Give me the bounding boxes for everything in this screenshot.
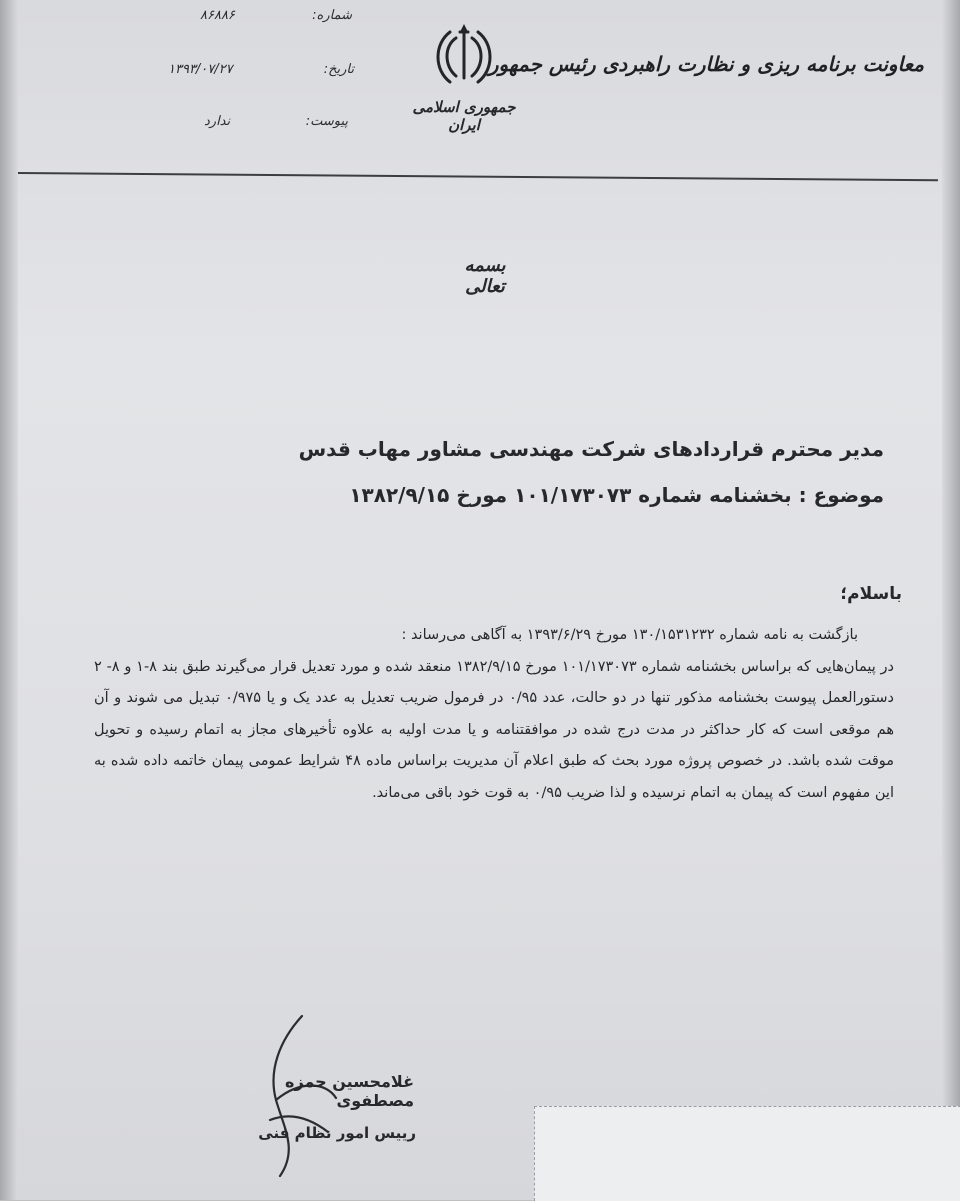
organization-name: معاونت برنامه ریزی و نظارت راهبردی رئیس جمهور [488,52,924,76]
subject-line: موضوع : بخشنامه شماره ۱۰۱/۱۷۳۰۷۳ مورخ ۱۳۸۲/۹/۱۵ [349,483,884,507]
signer-title: رییس امور نظام فنی [258,1124,416,1142]
page-edge-shadow-left [0,0,18,1200]
attachment-label: پیوست: [305,114,348,129]
bismillah: بسمه تعالی [464,255,506,297]
addressee: مدیر محترم قراردادهای شرکت مهندسی مشاور مهاب قدس [298,437,884,461]
date-label: تاریخ: [323,62,354,77]
bottom-right-overlay [534,1106,960,1201]
signer-name: غلامحسین حمزه مصطفوی [285,1072,414,1110]
number-value: ۸۶۸۸۶ [200,8,235,23]
page-edge-shadow-right [942,0,960,1200]
letter-body [94,620,894,809]
republic-title: جمهوری اسلامی ایران [412,98,516,134]
iran-emblem-icon [430,22,498,92]
attachment-value: ندارد [204,114,231,129]
header-divider [18,172,938,181]
main-paragraph: در پیمان‌هایی که براساس بخشنامه شماره ۱۰۱/۱۷۳۰۷۳ مورخ ۱۳۸۲/۹/۱۵ منعقد شده و مورد تعدیل قرار می‌گیرند طبق بند ۸-۱ و ۸- ۲ دستورالعمل پیوست بخشنامه مذکور تنها در دو حالت، عدد ۰/۹۵ در فرمول ضریب تعدیل به عدد یک و یا ۰/۹۷۵ تبدیل می شوند و آن هم موقعی است که کار حداکثر در مدت درج شده در موافقتنامه و یا مدت اولیه به علاوه تأخیرهای مجاز به اتمام رسیده و تحویل موقت شده باشد. در خصوص پروژه مورد بحث که طبق اعلام آن مدیریت براساس ماده ۴۸ شرایط عمومی پیمان خاتمه داده شده به این مفهوم است که پیمان به اتمام نرسیده و لذا ضریب ۰/۹۵ به قوت خود باقی می‌ماند. [94,658,895,801]
number-label: شماره: [312,8,352,23]
intro-paragraph: بازگشت به نامه شماره ۱۳۰/۱۵۳۱۲۳۲ مورخ ۱۳۹۳/۶/۲۹ به آگاهی می‌رساند : [401,627,858,643]
date-value: ۱۳۹۳/۰۷/۲۷ [168,62,233,77]
greeting: باسلام؛ [840,584,902,604]
